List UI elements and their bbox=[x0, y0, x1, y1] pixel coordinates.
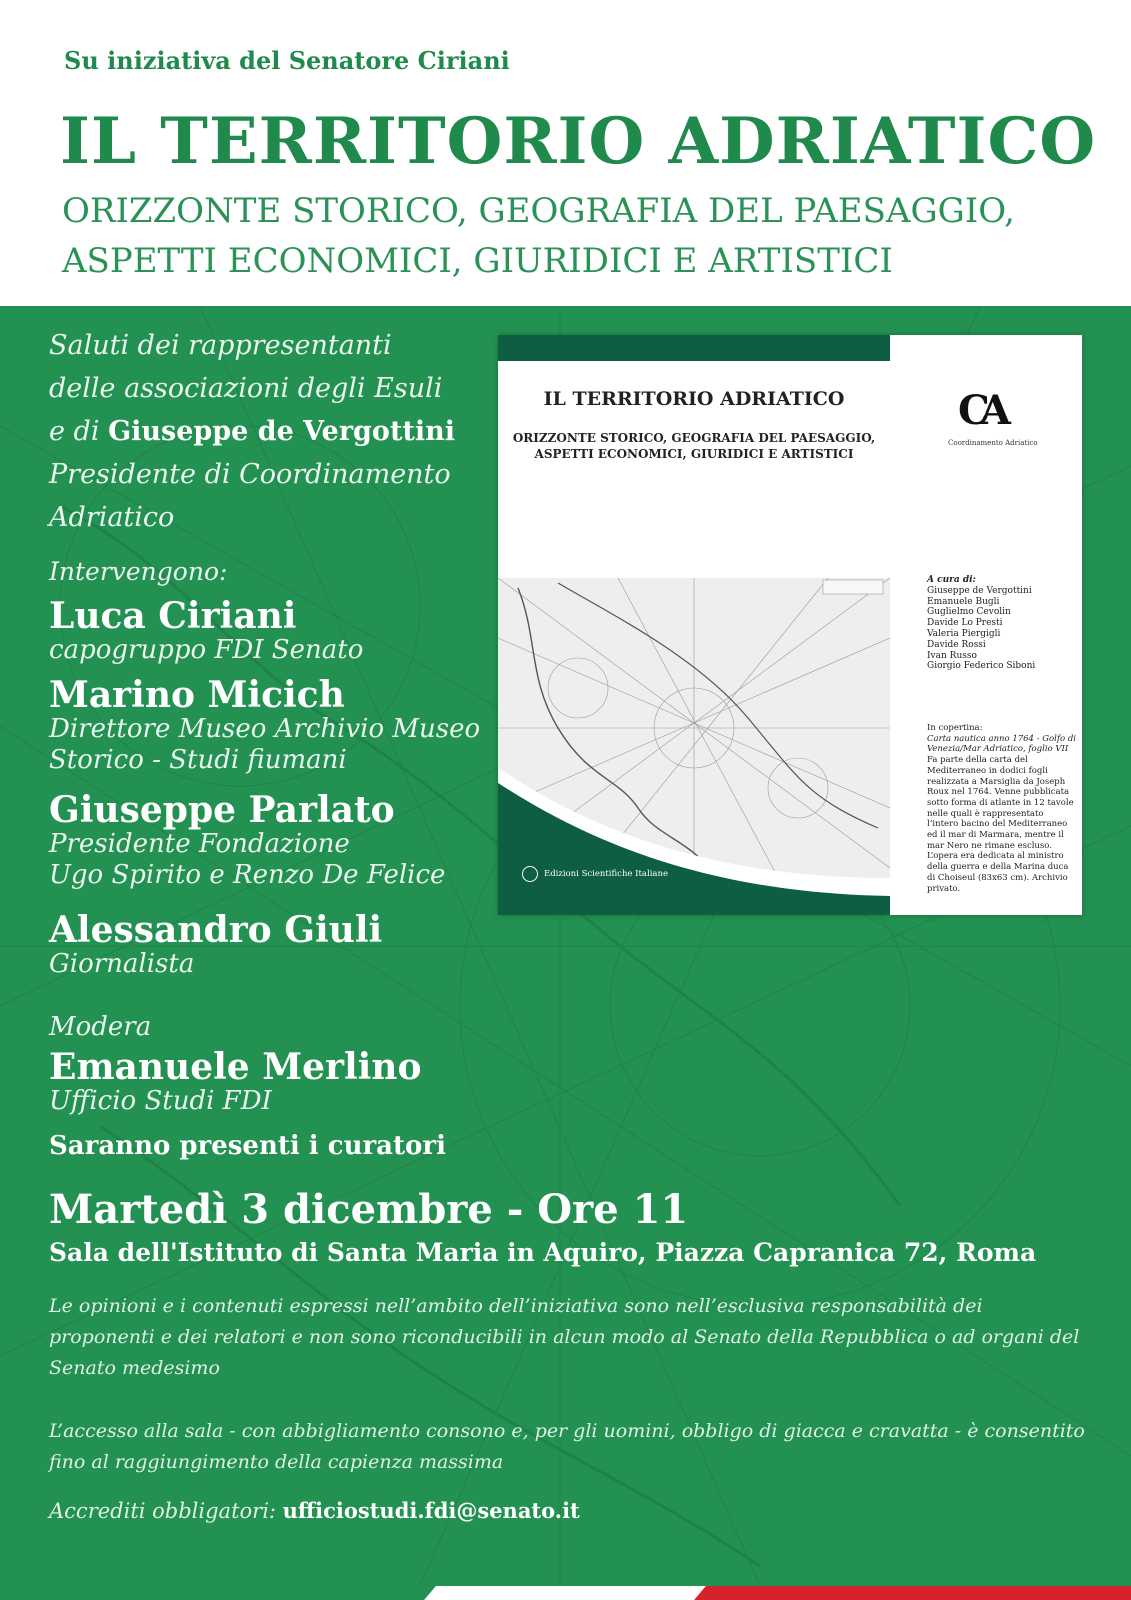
editor-name: Giorgio Federico Siboni bbox=[927, 661, 1036, 672]
moderator-name: Emanuele Merlino bbox=[49, 1046, 422, 1088]
cover-top-bar bbox=[498, 335, 890, 361]
cover-subtitle bbox=[498, 430, 890, 462]
cover-map-illustration bbox=[498, 578, 890, 915]
speaker-name: Alessandro Giuli bbox=[49, 909, 383, 951]
editor-name: Valeria Piergigli bbox=[927, 628, 1001, 639]
greetings-host-name: Giuseppe de Vergottini bbox=[108, 416, 456, 447]
moderator-label: Modera bbox=[49, 1012, 152, 1042]
greetings-prefix: e di bbox=[49, 416, 109, 447]
accreditation bbox=[49, 1498, 580, 1523]
editor-name: Guglielmo Cevolin bbox=[927, 607, 1011, 618]
subtitle-line-2: ASPETTI ECONOMICI, GIURIDICI E ARTISTICI bbox=[62, 241, 893, 281]
moderator bbox=[49, 1048, 421, 1117]
speaker bbox=[49, 791, 445, 891]
greetings-line-4: Presidente di Coordinamento bbox=[49, 459, 451, 490]
speaker bbox=[49, 676, 480, 776]
cover-credits bbox=[927, 723, 1077, 894]
editor-name: Ivan Russo bbox=[927, 650, 977, 661]
greetings-line-3 bbox=[49, 410, 455, 453]
speaker-role: Direttore Museo Archivio Museo bbox=[49, 714, 481, 744]
speaker-name: Luca Ciriani bbox=[49, 595, 297, 637]
speakers-label: Intervengono: bbox=[49, 557, 228, 586]
disclaimer: Le opinioni e i contenuti espressi nell’ambito dell’iniziativa sono nell’esclusiva responsabilità dei proponenti e dei relatori e non sono riconducibili in alcun modo al Senato della Repubblica o ad organi del Senato medesimo bbox=[49, 1295, 1080, 1379]
accreditation-email-link[interactable]: ufficiostudi.fdi@senato.it bbox=[282, 1498, 580, 1523]
greetings bbox=[49, 324, 455, 539]
editor-name: Giuseppe de Vergottini bbox=[927, 585, 1032, 596]
editor-name: Davide Lo Presti bbox=[927, 618, 1003, 629]
speaker-name: Marino Micich bbox=[49, 674, 345, 716]
moderator-role: Ufficio Studi FDI bbox=[49, 1086, 272, 1116]
publisher-logo-icon bbox=[522, 866, 538, 882]
flag-strip-red bbox=[694, 1586, 1131, 1600]
speaker-role: Storico - Studi fiumani bbox=[49, 745, 347, 775]
speaker-name: Giuseppe Parlato bbox=[49, 789, 395, 831]
speaker-role: capogruppo FDI Senato bbox=[49, 635, 364, 665]
event-date: Martedì 3 dicembre - Ore 11 bbox=[49, 1186, 689, 1233]
accreditation-label: Accrediti obbligatori: bbox=[49, 1499, 283, 1523]
cover-subtitle-line-1: ORIZZONTE STORICO, GEOGRAFIA DEL PAESAGGIO, bbox=[512, 431, 876, 445]
page-subtitle bbox=[62, 186, 1015, 286]
subtitle-line-1: ORIZZONTE STORICO, GEOGRAFIA DEL PAESAGGIO, bbox=[62, 191, 1015, 231]
speaker-role: Giornalista bbox=[49, 949, 195, 979]
editor-name: Emanuele Bugli bbox=[927, 596, 1000, 607]
greetings-line-2: delle associazioni degli Esuli bbox=[49, 373, 443, 404]
event-venue: Sala dell'Istituto di Santa Maria in Aquiro, Piazza Capranica 72, Roma bbox=[49, 1238, 1037, 1267]
cover-title: IL TERRITORIO ADRIATICO bbox=[543, 388, 845, 410]
flag-strip-white bbox=[424, 1586, 716, 1600]
publisher-name: Edizioni Scientifiche Italiane bbox=[544, 869, 669, 879]
cover-credits-text: Fa parte della carta del Mediterraneo in dodici fogli realizzata a Marsiglia da Joseph Roux nel 1764. Venne pubblicata sotto forma di atlante in 12 tavole nelle quali è rappresentato l’intero bacino del Mediterraneo ed il mar di Marmara, mentre il mar Nero ne rimane escluso. L’opera era dedicata al ministro della guerra e della Marina duca di Choiseul (83x63 cm). Archivio privato. bbox=[927, 755, 1074, 894]
greetings-line-1: Saluti dei rappresentanti bbox=[49, 330, 392, 361]
speaker-role: Ugo Spirito e Renzo De Felice bbox=[49, 860, 446, 890]
curators-note: Saranno presenti i curatori bbox=[49, 1131, 446, 1161]
logo-caption: Coordinamento Adriatico bbox=[948, 439, 1038, 447]
book-cover bbox=[498, 335, 1082, 915]
cover-subtitle-line-2: ASPETTI ECONOMICI, GIURIDICI E ARTISTICI bbox=[534, 447, 854, 461]
speaker bbox=[49, 911, 382, 980]
cover-credits-title: Carta nautica anno 1764 - Golfo di Venezia/Mar Adriatico, foglio VII bbox=[927, 733, 1076, 755]
cover-credits-label: In copertina: bbox=[927, 723, 983, 733]
access-note: L’accesso alla sala - con abbigliamento consono e, per gli uomini, obbligo di giacca e cravatta - è consentito fino al raggiungimento della capienza massima bbox=[49, 1420, 1085, 1473]
editors-list bbox=[927, 575, 1035, 672]
header bbox=[0, 0, 1131, 306]
coordinamento-adriatico-logo: CA bbox=[958, 387, 1001, 434]
speaker bbox=[49, 597, 363, 666]
speaker-role: Presidente Fondazione bbox=[49, 829, 350, 859]
greetings-line-5: Adriatico bbox=[49, 502, 175, 533]
editors-label: A cura di: bbox=[927, 575, 976, 585]
kicker: Su iniziativa del Senatore Ciriani bbox=[64, 46, 510, 75]
editor-name: Davide Rossi bbox=[927, 639, 986, 650]
page-title: IL TERRITORIO ADRIATICO bbox=[60, 104, 1097, 179]
